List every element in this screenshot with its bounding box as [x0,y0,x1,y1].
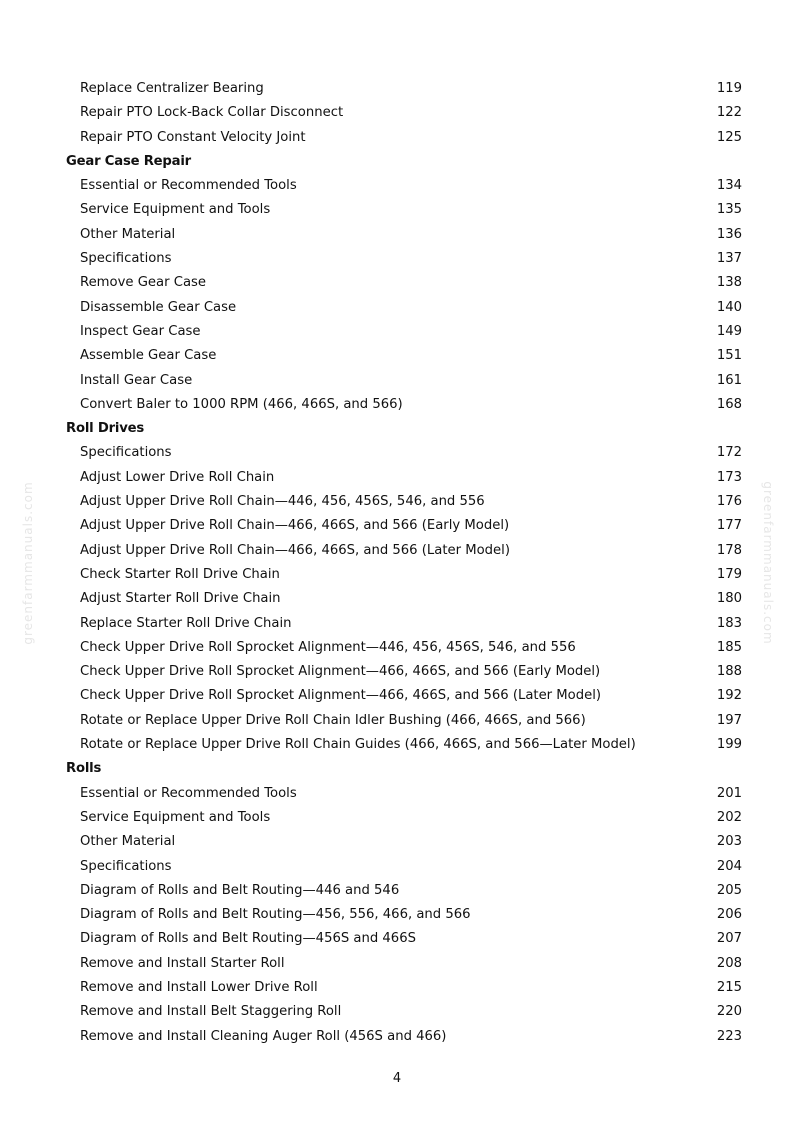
toc-entry[interactable] [0,587,794,611]
table-of-contents [0,77,794,1049]
entry-title: Check Upper Drive Roll Sprocket Alignment—466, 466S, and 566 (Later Model) [80,688,602,704]
toc-entry[interactable] [0,126,794,150]
toc-entry[interactable] [0,344,794,368]
entry-title: Remove and Install Belt Staggering Roll [80,1004,342,1020]
entry-page-number: 122 [716,105,742,121]
entry-title: Check Starter Roll Drive Chain [80,566,280,582]
entry-title: Diagram of Rolls and Belt Routing—456, 556, 466, and 566 [80,907,471,923]
entry-page-number: 188 [716,664,742,680]
toc-entry[interactable] [0,660,794,684]
entry-title: Other Material [80,834,176,850]
toc-entry[interactable] [0,636,794,660]
section-title: Rolls [66,761,102,777]
entry-title: Replace Starter Roll Drive Chain [80,615,292,631]
toc-entry[interactable] [0,684,794,708]
entry-page-number: 203 [716,834,742,850]
toc-entry[interactable] [0,1025,794,1049]
entry-title: Remove and Install Cleaning Auger Roll (456S and 466) [80,1028,447,1044]
entry-title: Remove and Install Starter Roll [80,955,285,971]
toc-entry[interactable] [0,612,794,636]
entry-page-number: 199 [716,737,742,753]
entry-page-number: 179 [716,566,742,582]
entry-page-number: 149 [716,323,742,339]
entry-title: Essential or Recommended Tools [80,785,297,801]
watermark-left: greenfarmmanuals.com [21,481,35,645]
entry-page-number: 173 [716,469,742,485]
entry-title: Diagram of Rolls and Belt Routing—446 and 546 [80,882,400,898]
entry-page-number: 151 [716,348,742,364]
toc-entry[interactable] [0,320,794,344]
entry-page-number: 208 [716,955,742,971]
toc-entry[interactable] [0,976,794,1000]
entry-title: Replace Centralizer Bearing [80,81,264,96]
entry-title: Essential or Recommended Tools [80,178,297,194]
entry-title: Adjust Lower Drive Roll Chain [80,469,275,485]
entry-title: Adjust Upper Drive Roll Chain—466, 466S, and 566 (Early Model) [80,518,510,534]
toc-entry[interactable] [0,927,794,951]
entry-page-number: 185 [716,639,742,655]
entry-page-number: 201 [716,785,742,801]
entry-page-number: 197 [716,712,742,728]
toc-section-heading [0,150,794,174]
entry-page-number: 168 [716,396,742,412]
entry-title: Assemble Gear Case [80,348,217,364]
toc-entry[interactable] [0,903,794,927]
toc-entry[interactable] [0,514,794,538]
toc-entry[interactable] [0,441,794,465]
entry-page-number: 176 [716,494,742,510]
entry-title: Adjust Upper Drive Roll Chain—466, 466S, and 566 (Later Model) [80,542,510,558]
entry-title: Inspect Gear Case [80,323,201,339]
entry-title: Specifications [80,445,172,461]
toc-entry[interactable] [0,539,794,563]
toc-entry[interactable] [0,709,794,733]
entry-title: Specifications [80,858,172,874]
page-number: 4 [392,1071,402,1086]
entry-title: Check Upper Drive Roll Sprocket Alignment—466, 466S, and 566 (Early Model) [80,664,601,680]
entry-page-number: 136 [716,226,742,242]
entry-page-number: 125 [716,129,742,145]
entry-title: Service Equipment and Tools [80,202,271,218]
entry-page-number: 223 [716,1028,742,1044]
toc-entry[interactable] [0,830,794,854]
entry-page-number: 178 [716,542,742,558]
entry-page-number: 183 [716,615,742,631]
entry-page-number: 134 [716,178,742,194]
entry-title: Adjust Starter Roll Drive Chain [80,591,281,607]
toc-entry[interactable] [0,733,794,757]
entry-title: Other Material [80,226,176,242]
toc-entry[interactable] [0,271,794,295]
entry-page-number: 180 [716,591,742,607]
entry-page-number: 172 [716,445,742,461]
entry-title: Rotate or Replace Upper Drive Roll Chain Guides (466, 466S, and 566—Later Model) [80,737,636,753]
watermark-right: greenfarmmanuals.com [761,481,775,645]
toc-entry[interactable] [0,369,794,393]
entry-title: Diagram of Rolls and Belt Routing—456S and 466S [80,931,416,947]
toc-entry[interactable] [0,490,794,514]
toc-entry[interactable] [0,466,794,490]
entry-page-number: 140 [716,299,742,315]
entry-title: Adjust Upper Drive Roll Chain—446, 456, 456S, 546, and 556 [80,494,485,510]
section-title: Roll Drives [66,421,145,437]
toc-entry[interactable] [0,806,794,830]
toc-entry[interactable] [0,563,794,587]
entry-page-number: 138 [716,275,742,291]
entry-page-number: 206 [716,907,742,923]
entry-page-number: 135 [716,202,742,218]
entry-page-number: 207 [716,931,742,947]
toc-entry[interactable] [0,174,794,198]
entry-page-number: 215 [716,979,742,995]
entry-title: Check Upper Drive Roll Sprocket Alignment—446, 456, 456S, 546, and 556 [80,639,576,655]
toc-entry[interactable] [0,1000,794,1024]
toc-section-heading [0,757,794,781]
entry-page-number: 204 [716,858,742,874]
entry-title: Remove Gear Case [80,275,207,291]
toc-entry[interactable] [0,879,794,903]
entry-page-number: 177 [716,518,742,534]
toc-entry[interactable] [0,247,794,271]
entry-page-number: 119 [716,81,742,96]
entry-page-number: 161 [716,372,742,388]
toc-entry[interactable] [0,198,794,222]
toc-section-heading [0,417,794,441]
section-title: Gear Case Repair [66,153,191,169]
toc-entry[interactable] [0,77,794,101]
entry-title: Remove and Install Lower Drive Roll [80,979,318,995]
toc-entry[interactable] [0,952,794,976]
entry-title: Rotate or Replace Upper Drive Roll Chain Idler Bushing (466, 466S, and 566) [80,712,586,728]
entry-page-number: 192 [716,688,742,704]
entry-title: Install Gear Case [80,372,193,388]
entry-title: Repair PTO Lock-Back Collar Disconnect [80,105,344,121]
entry-title: Service Equipment and Tools [80,809,271,825]
toc-entry[interactable] [0,393,794,417]
entry-title: Convert Baler to 1000 RPM (466, 466S, and 566) [80,396,403,412]
toc-entry[interactable] [0,296,794,320]
entry-page-number: 220 [716,1004,742,1020]
toc-entry[interactable] [0,782,794,806]
entry-page-number: 202 [716,809,742,825]
entry-page-number: 205 [716,882,742,898]
entry-title: Specifications [80,251,172,267]
toc-entry[interactable] [0,223,794,247]
entry-page-number: 137 [716,251,742,267]
toc-entry[interactable] [0,855,794,879]
entry-title: Disassemble Gear Case [80,299,237,315]
entry-title: Repair PTO Constant Velocity Joint [80,129,306,145]
toc-entry[interactable] [0,101,794,125]
